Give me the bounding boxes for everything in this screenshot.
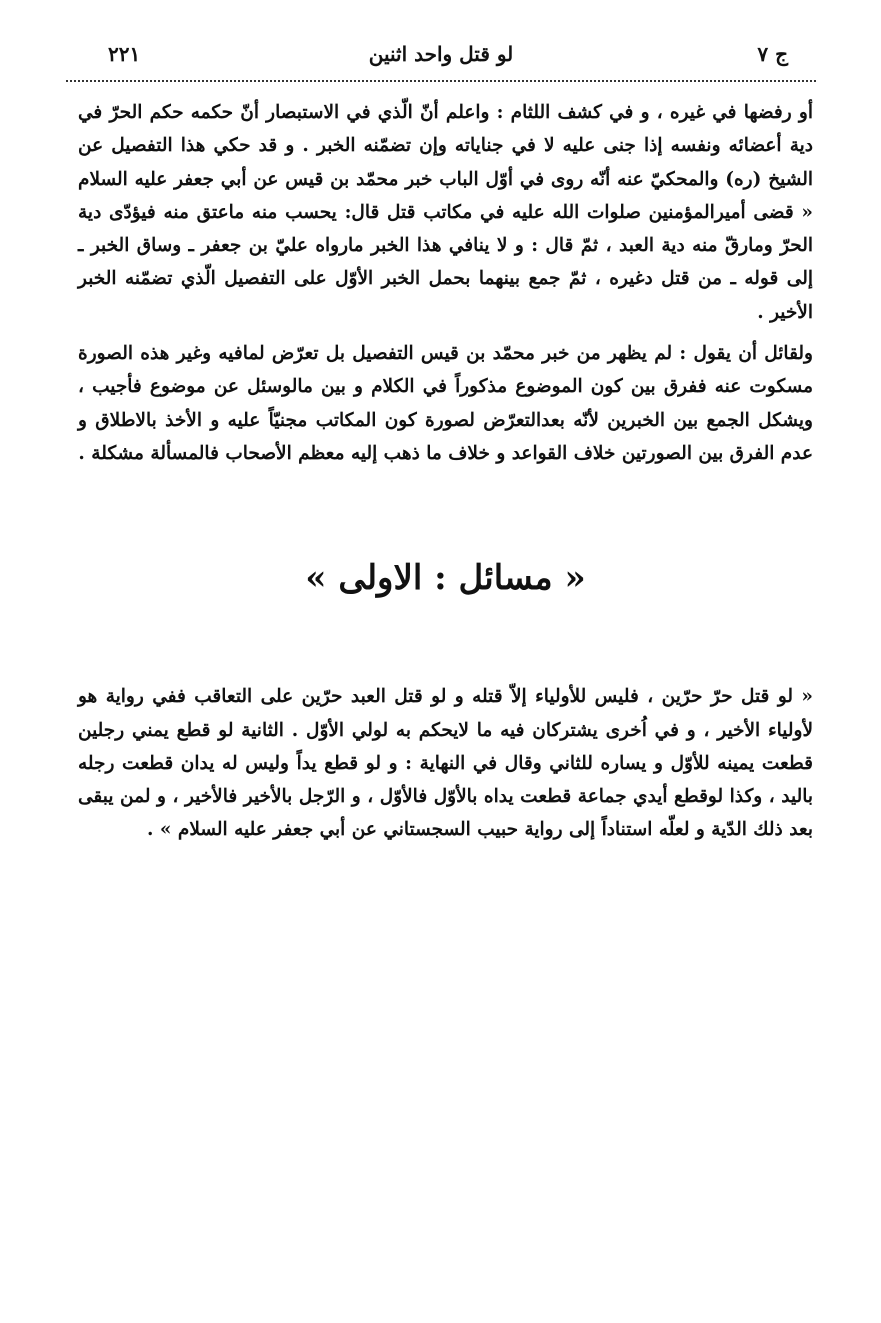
page-number: ٢٢١ bbox=[108, 42, 141, 66]
running-title: لو قتل واحد اثنين bbox=[368, 42, 514, 66]
header-divider bbox=[66, 80, 816, 82]
volume-label: ج ٧ bbox=[757, 42, 788, 66]
section-title: « مسائل : الاولى » bbox=[305, 558, 586, 599]
page-header bbox=[66, 36, 816, 76]
page-body bbox=[78, 96, 813, 847]
paragraph-1: أو رفضها في غيره ، و في كشف اللثام : واعلم أنّ الّذي في الاستبصار أنّ حكمه حكم الحرّ في دية أعضائه ونفسه إذا جنى عليه لا في جناياته وإن تضمّنه الخبر . و قد حكي هذا التفصيل عن الشيخ (ره) والمحكيّ عنه أنّه روى في أوّل الباب خبر محمّد بن قيس عن أبي جعفر عليه السلام « قضى أميرالمؤمنين صلوات الله عليه في مكاتب قتل قال: يحسب منه ماعتق منه فيؤدّى دية الحرّ ومارقّ منه دية العبد ، ثمّ قال : و لا ينافي هذا الخبر مارواه عليّ بن جعفر ـ وساق الخبر ـ إلى قوله ـ من قتل دغيره ، ثمّ جمع بينهما بحمل الخبر الأوّل على التفصيل الّذي تضمّنه الخبر الأخير . bbox=[78, 102, 813, 323]
paragraph-2: ولقائل أن يقول : لم يظهر من خبر محمّد بن قيس التفصيل بل تعرّض لمافيه وغير هذه الصورة مسكوت عنه ففرق بين كون الموضوع مذكوراً في الكلام و بين مالوسئل عن موضوع فأجيب ، ويشكل الجمع بين الخبرين لأنّه بعدالتعرّض لصورة كون المكاتب مجنيّاً عليه و الأخذ بالاطلاق و عدم الفرق بين الصورتين خلاف القواعد و خلاف ما ذهب إليه معظم الأصحاب فالمسألة مشكلة . bbox=[78, 343, 813, 464]
paragraph-3: « لو قتل حرّ حرّين ، فليس للأولياء إلاّ قتله و لو قتل العبد حرّين على التعاقب ففي رواية هو لأولياء الأخير ، و في اُخرى يشتركان فيه ما لايحكم به لولي الأوّل . الثانية لو قطع يمني رجلين قطعت يمينه للأوّل و يساره للثاني وقال في النهاية : و لو قطع يداً وليس له يدان قطعت رجله باليد ، وكذا لوقطع أيدي جماعة قطعت يداه بالأوّل فالأوّل ، و الرّجل بالأخير فالأخير ، و لمن يبقى بعد ذلك الدّية و لعلّه استناداً إلى رواية حبيب السجستاني عن أبي جعفر عليه السلام » . bbox=[78, 686, 813, 841]
